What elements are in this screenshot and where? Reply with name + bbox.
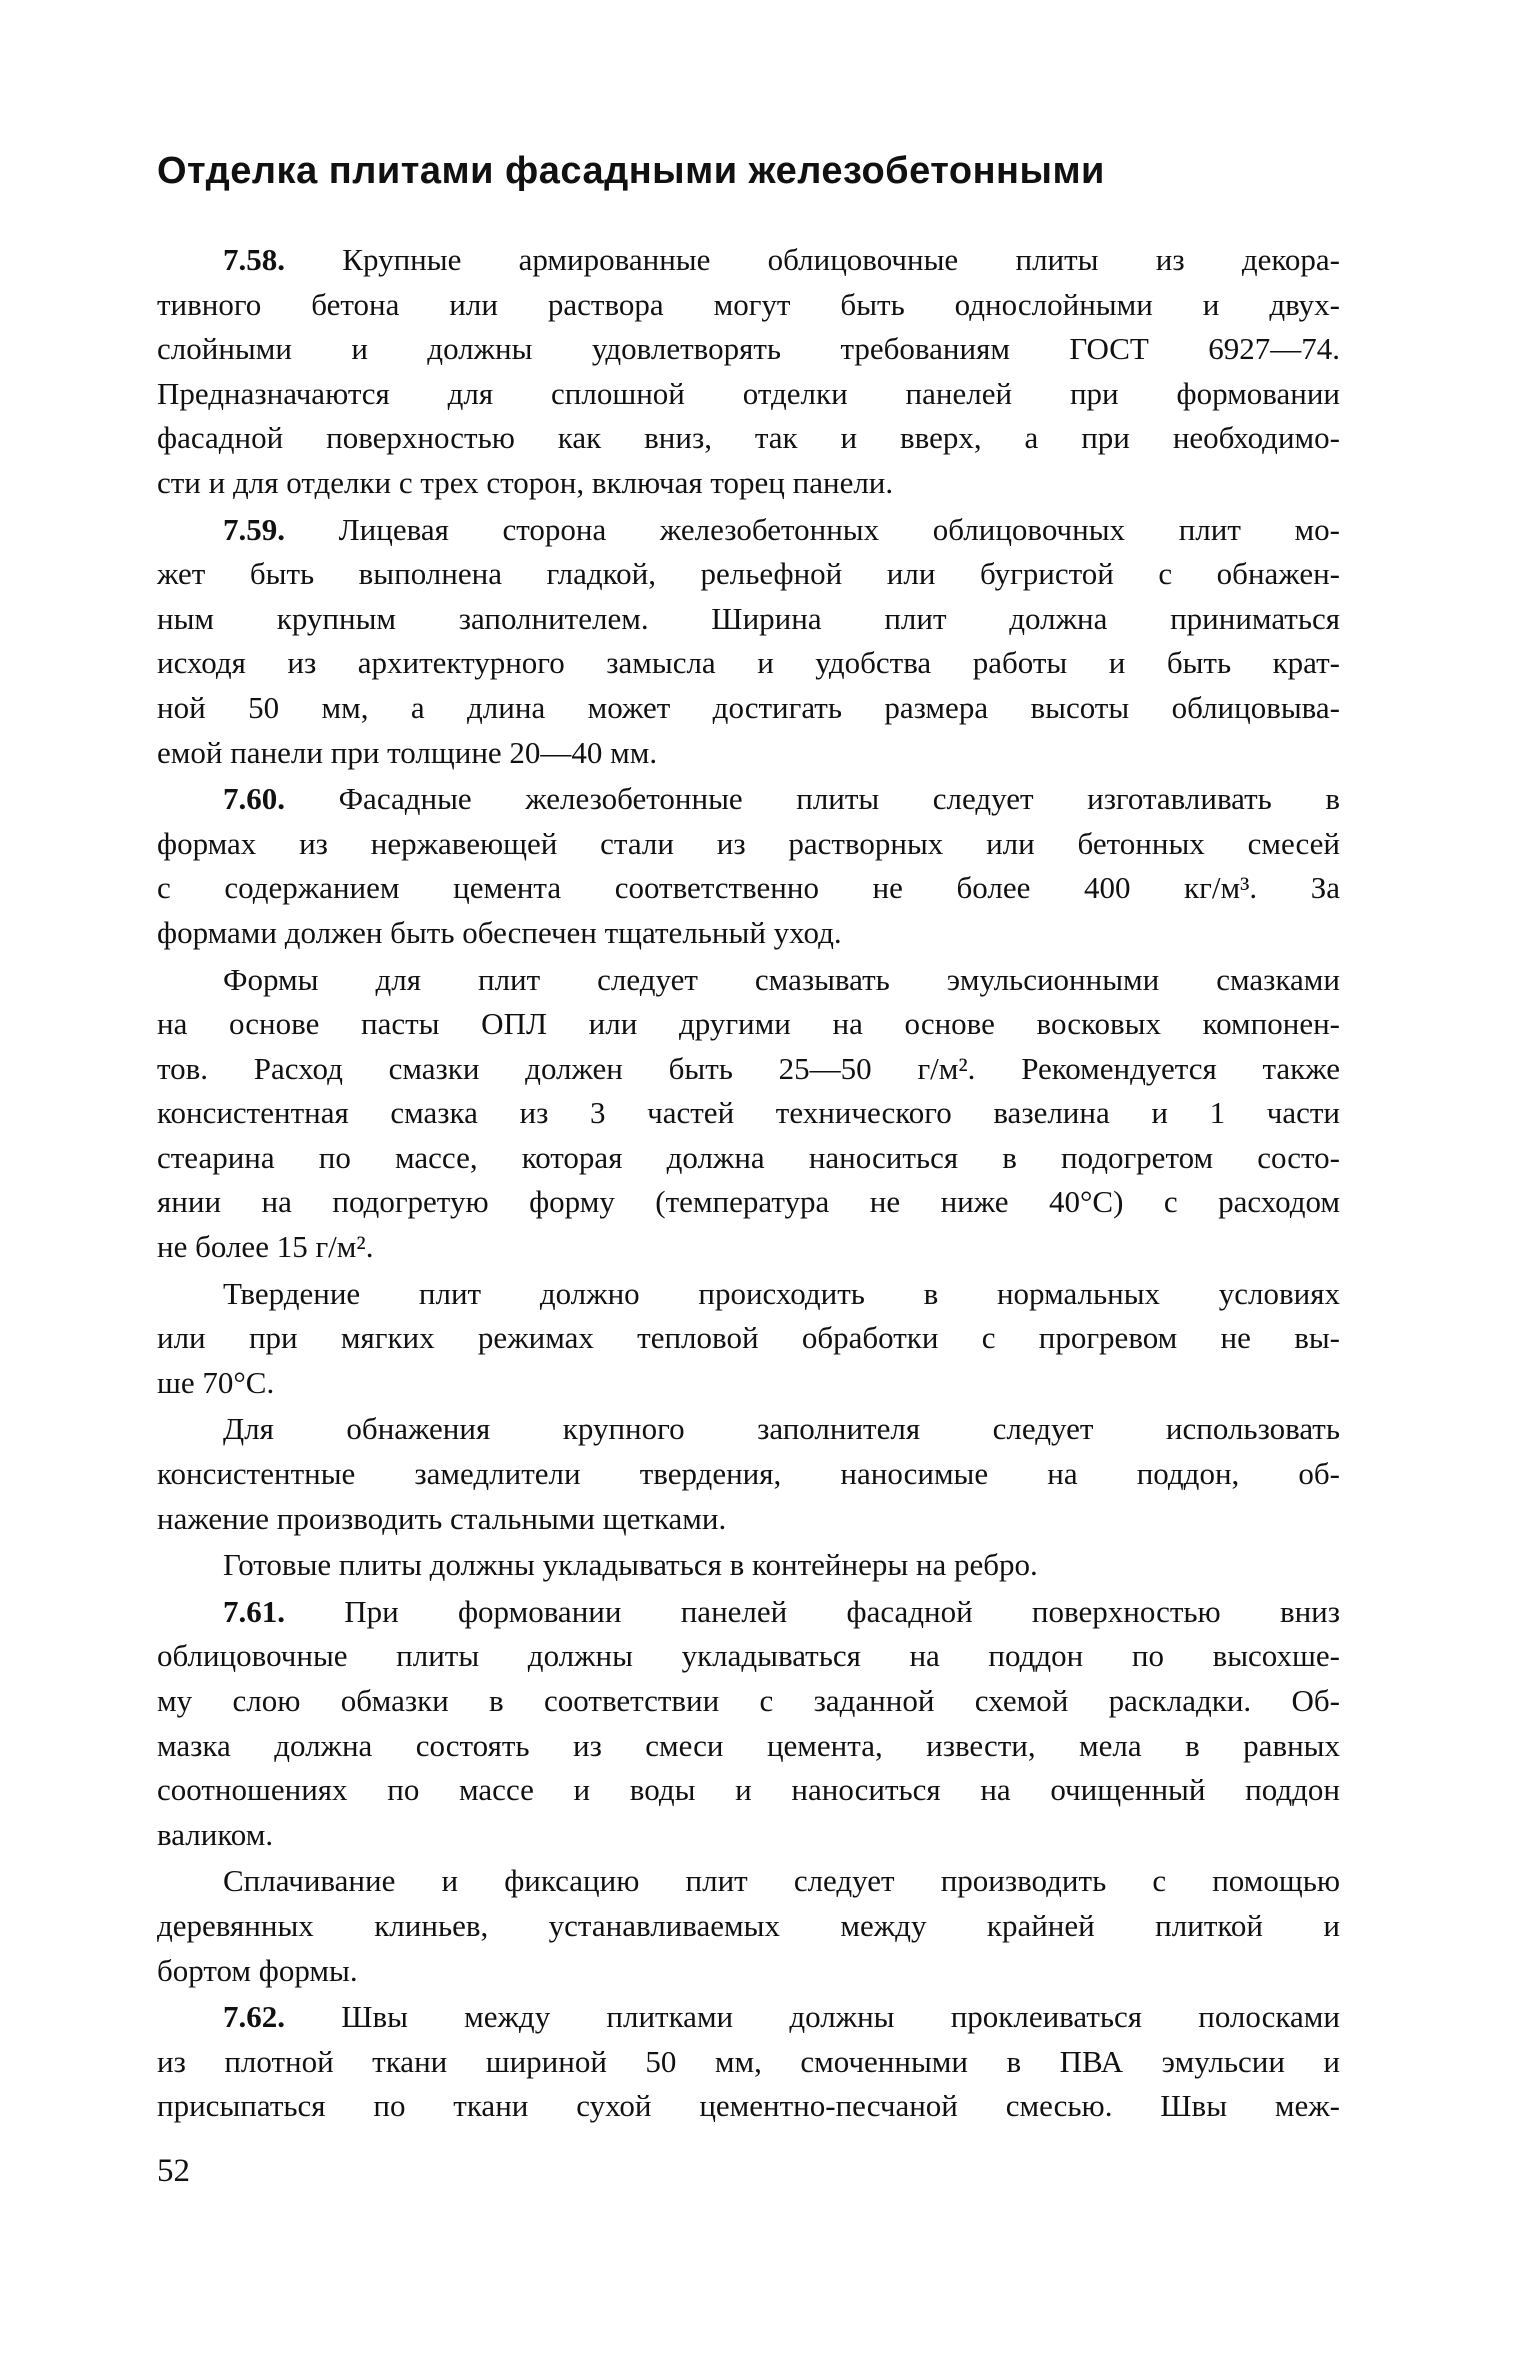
line-text: При формовании панелей фасадной поверхностью вниз — [344, 1593, 1341, 1629]
line-text: Фасадные железобетонные плиты следует изготавливать в — [338, 781, 1341, 817]
text-line — [157, 2040, 1340, 2085]
clause-number: 7.59. — [223, 511, 285, 547]
paragraph — [157, 1543, 1340, 1588]
line-text: консистентная смазка из 3 частей технического вазелина и 1 части — [157, 1095, 1340, 1131]
paragraph — [157, 1859, 1340, 1993]
text-line — [157, 2084, 1340, 2129]
section-title: Отделка плитами фасадными железобетонными — [157, 150, 1105, 192]
text-line — [157, 1452, 1340, 1497]
line-text: деревянных клиньев, устанавливаемых между крайней плиткой и — [157, 1907, 1340, 1943]
text-line — [157, 416, 1340, 461]
line-text: соотношениях по массе и воды и наноситься на очищенный поддон — [157, 1772, 1340, 1808]
paragraph — [157, 1272, 1340, 1406]
text-line — [157, 1091, 1340, 1136]
text-line — [157, 1272, 1340, 1317]
line-text: янии на подогретую форму (температура не ниже 40°С) с расходом — [157, 1184, 1340, 1220]
line-text: Предназначаются для сплошной отделки панелей при формовании — [157, 375, 1340, 411]
text-line — [157, 1497, 1340, 1542]
text-line — [157, 1995, 1340, 2040]
document-body — [157, 238, 1340, 2131]
line-text: Формы для плит следует смазывать эмульсионными смазками — [223, 961, 1340, 997]
paragraph — [157, 777, 1340, 955]
paragraph — [157, 238, 1340, 506]
line-text: Лицевая сторона железобетонных облицовочных плит мо- — [338, 511, 1340, 547]
line-text: му слою обмазки в соответствии с заданной схемой раскладки. Об- — [157, 1683, 1340, 1718]
text-line — [157, 1949, 1340, 1994]
text-line — [157, 283, 1340, 328]
text-line — [157, 1904, 1340, 1949]
line-text: исходя из архитектурного замысла и удобства работы и быть крат- — [157, 645, 1340, 681]
text-line — [157, 1768, 1340, 1813]
line-text: Для обнажения крупного заполнителя следует использовать — [223, 1411, 1340, 1447]
text-line — [157, 686, 1340, 731]
line-text: присыпаться по ткани сухой цементно-песчаной смесью. Швы меж- — [157, 2088, 1340, 2124]
paragraph — [157, 958, 1340, 1270]
paragraph — [157, 1590, 1340, 1858]
line-text: Крупные армированные облицовочные плиты из декора- — [342, 242, 1341, 277]
text-line — [157, 731, 1340, 776]
paragraph — [157, 1995, 1340, 2129]
text-line — [157, 1136, 1340, 1181]
text-line — [157, 552, 1340, 597]
text-line — [157, 958, 1340, 1003]
text-line — [157, 777, 1340, 822]
text-line — [157, 641, 1340, 686]
text-line — [157, 1859, 1340, 1904]
line-text: тов. Расход смазки должен быть 25—50 г/м². Рекомендуется также — [157, 1050, 1340, 1086]
text-line — [157, 822, 1340, 867]
text-line — [157, 1679, 1340, 1724]
text-line — [157, 1590, 1340, 1635]
line-text: Сплачивание и фиксацию плит следует производить с помощью — [223, 1863, 1340, 1899]
paragraph — [157, 508, 1340, 776]
text-line — [157, 1407, 1340, 1452]
line-text: жет быть выполнена гладкой, рельефной или бугристой с обнажен- — [157, 556, 1340, 592]
text-line — [157, 1316, 1340, 1361]
clause-number: 7.62. — [223, 1999, 285, 2035]
text-line — [157, 461, 1340, 506]
text-line — [157, 1180, 1340, 1225]
line-text: или при мягких режимах тепловой обработки с прогревом не вы- — [157, 1320, 1340, 1356]
line-text: мазка должна состоять из смеси цемента, извести, мела в равных — [157, 1727, 1340, 1763]
text-line — [157, 1543, 1340, 1588]
text-line — [157, 1002, 1340, 1047]
text-line — [157, 327, 1340, 372]
text-line — [157, 372, 1340, 417]
line-text: стеарина по массе, которая должна наноситься в подогретом состо- — [157, 1139, 1340, 1175]
line-text: ным крупным заполнителем. Ширина плит должна приниматься — [157, 600, 1340, 636]
text-line — [157, 866, 1340, 911]
line-text: с содержанием цемента соответственно не более 400 кг/м³. За — [157, 870, 1340, 906]
paragraph — [157, 1407, 1340, 1541]
line-text: на основе пасты ОПЛ или другими на основе восковых компонен- — [157, 1006, 1340, 1042]
line-text: консистентные замедлители твердения, наносимые на поддон, об- — [157, 1456, 1340, 1492]
line-text: формами должен быть обеспечен тщательный уход. — [157, 914, 842, 950]
line-text: слойными и должны удовлетворять требованиям ГОСТ 6927—74. — [157, 331, 1340, 367]
text-line — [157, 1813, 1340, 1858]
line-text: облицовочные плиты должны укладываться на поддон по высохше- — [157, 1638, 1340, 1674]
line-text: нажение производить стальными щетками. — [157, 1500, 727, 1536]
line-text: ной 50 мм, а длина может достигать размера высоты облицовыва- — [157, 689, 1340, 725]
line-text: фасадной поверхностью как вниз, так и вверх, а при необходимо- — [157, 420, 1340, 456]
line-text: валиком. — [157, 1816, 274, 1852]
clause-number: 7.58. — [223, 242, 285, 277]
text-line — [157, 508, 1340, 553]
text-line — [157, 1047, 1340, 1092]
line-text: из плотной ткани шириной 50 мм, смоченными в ПВА эмульсии и — [157, 2043, 1340, 2079]
line-text: формах из нержавеющей стали из растворных или бетонных смесей — [157, 825, 1340, 861]
clause-number: 7.60. — [223, 781, 285, 817]
text-line — [157, 1225, 1340, 1270]
page-number: 52 — [157, 2153, 190, 2189]
text-line — [157, 1724, 1340, 1769]
line-text: сти и для отделки с трех сторон, включая торец панели. — [157, 464, 894, 500]
text-line — [157, 911, 1340, 956]
line-text: тивного бетона или раствора могут быть однослойными и двух- — [157, 286, 1340, 322]
line-text: бортом формы. — [157, 1952, 358, 1988]
line-text: не более 15 г/м². — [157, 1229, 374, 1265]
text-line — [157, 1361, 1340, 1406]
line-text: Готовые плиты должны укладываться в контейнеры на ребро. — [223, 1547, 1038, 1583]
line-text: Твердение плит должно происходить в нормальных условиях — [223, 1275, 1340, 1311]
text-line — [157, 1634, 1340, 1679]
clause-number: 7.61. — [223, 1593, 285, 1629]
text-line — [157, 597, 1340, 642]
text-line — [157, 238, 1340, 283]
line-text: ше 70°С. — [157, 1364, 275, 1400]
line-text: емой панели при толщине 20—40 мм. — [157, 734, 658, 770]
line-text: Швы между плитками должны проклеиваться полосками — [341, 1999, 1340, 2035]
